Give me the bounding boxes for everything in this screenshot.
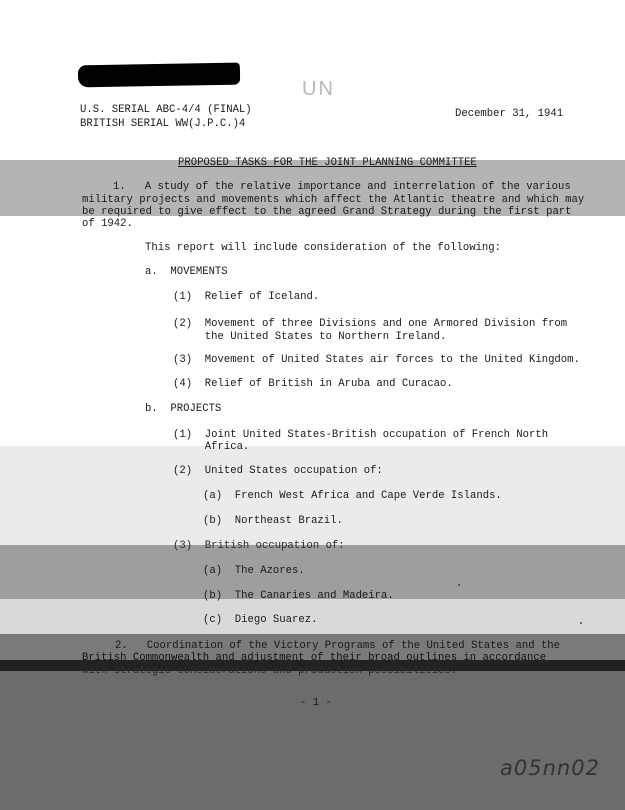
section-b-subitem: (b) Northeast Brazil.	[203, 515, 343, 527]
para1-line3: be required to give effect to the agreed Grand Strategy during the first part	[82, 206, 572, 218]
section-b-subitem: (c) Diego Suarez.	[203, 614, 318, 626]
page-number: - 1 -	[300, 697, 332, 709]
section-a-item: the United States to Northern Ireland.	[173, 331, 447, 343]
us-serial: U.S. SERIAL ABC-4/4 (FINAL)	[80, 104, 252, 116]
section-b-item: Africa.	[173, 441, 250, 453]
handwritten-code: a05nn02	[500, 756, 600, 780]
classification-stamp: UN	[302, 78, 335, 100]
british-serial: BRITISH SERIAL WW(J.P.C.)4	[80, 118, 246, 130]
section-b-item: (1) Joint United States-British occupation of French North	[173, 429, 549, 441]
intro-text: This report will include consideration of the following:	[145, 242, 502, 254]
section-a-label: a. MOVEMENTS	[145, 266, 228, 278]
section-b-subitem: (a) French West Africa and Cape Verde Islands.	[203, 490, 502, 502]
para1-line2: military projects and movements which affect the Atlantic theatre and which may	[82, 194, 585, 206]
section-a-item: (4) Relief of British in Aruba and Curacao.	[173, 378, 453, 390]
section-b-subitem: (a) The Azores.	[203, 565, 305, 577]
section-a-item: (2) Movement of three Divisions and one Armored Division from	[173, 318, 568, 330]
scan-speck	[458, 584, 460, 586]
section-a-item: (3) Movement of United States air forces to the United Kingdom.	[173, 354, 580, 366]
para2-line1: 2. Coordination of the Victory Programs of the United States and the	[115, 640, 561, 652]
para1-line4: of 1942.	[82, 218, 133, 230]
section-b-item: (3) British occupation of:	[173, 540, 345, 552]
redaction-mark	[78, 63, 240, 88]
section-b-label: b. PROJECTS	[145, 403, 222, 415]
section-a-item: (1) Relief of Iceland.	[173, 291, 320, 303]
section-b-subitem: (b) The Canaries and Madeira.	[203, 590, 394, 602]
page-title: PROPOSED TASKS FOR THE JOINT PLANNING COMMITTEE	[178, 157, 477, 169]
para2-line3: with strategic considerations and production possibilities.	[82, 665, 458, 677]
scan-band-7	[0, 671, 625, 810]
para2-line2: British Commonwealth and adjustment of their broad outlines in accordance	[82, 652, 547, 664]
document-date: December 31, 1941	[455, 108, 564, 120]
scan-speck	[580, 622, 582, 624]
section-b-item: (2) United States occupation of:	[173, 465, 383, 477]
para1-line1: 1. A study of the relative importance and interrelation of the various	[113, 181, 571, 193]
